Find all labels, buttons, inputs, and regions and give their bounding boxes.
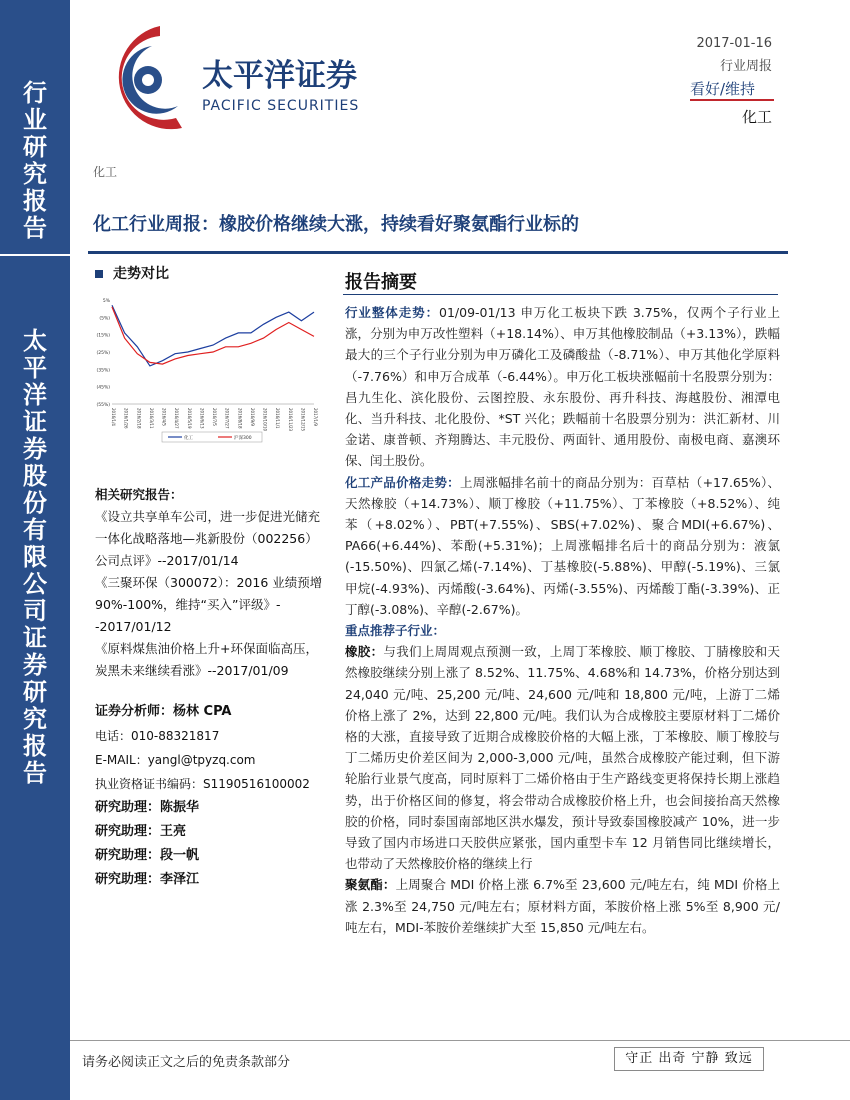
rating-label: 看好/维持: [690, 80, 756, 98]
related-item: 《原料煤焦油价格上升+环保面临高压，炭黑未来继续看涨》--2017/01/09: [95, 641, 318, 678]
y-tick-label: (15%): [96, 333, 110, 339]
bullet-square-icon: [95, 270, 103, 278]
email-link[interactable]: yangl@tpyzq.com: [147, 753, 256, 767]
paragraph-rubber: [345, 641, 780, 874]
related-heading: 相关研究报告：: [95, 487, 183, 502]
abstract-divider: [343, 294, 778, 295]
logo-mark-icon: [119, 26, 182, 129]
related-item: 《设立共享单车公司，进一步促进光储充一体化战略落地—兆新股份（002256）公司点评》--2017/01/14: [95, 509, 321, 568]
rating-underline: [690, 99, 774, 101]
footer-disclaimer: 请务必阅读正文之后的免责条款部分: [82, 1055, 291, 1070]
email-label: E-MAIL：: [95, 753, 148, 767]
x-tick-label: 2016/4/27: [174, 408, 180, 429]
report-type: 行业周报: [719, 59, 772, 74]
para-label: 化工产品价格走势：: [345, 474, 460, 490]
company-logo: [90, 18, 380, 138]
related-item: 《三聚环保（300072）：2016 业绩预增 90%-100%，维持“买入”评级》--2017/01/12: [95, 575, 323, 634]
y-tick-label: (45%): [96, 385, 110, 391]
para-label: 行业整体走势：: [345, 305, 440, 320]
assistant-label: 研究助理：: [95, 824, 161, 839]
report-title: 化工行业周报：橡胶价格继续大涨，持续看好聚氨酯行业标的: [93, 214, 579, 235]
related-reports: [95, 484, 330, 682]
x-tick-label: 2016/11/23: [287, 408, 293, 432]
paragraph-prices: [345, 472, 780, 620]
legend-label: 沪深300: [234, 436, 252, 441]
trend-chart: [92, 292, 322, 452]
x-tick-label: 2016/7/27: [224, 408, 230, 429]
para-label: 重点推荐子行业：: [345, 623, 446, 639]
y-tick-label: (5%): [99, 316, 110, 322]
x-tick-label: 2016/6/13: [199, 408, 205, 429]
logo-cn-text: 太平洋证券: [202, 58, 357, 94]
sidebar-report-category: 行 业 研 究 报 告: [23, 79, 47, 242]
analyst-info: [95, 700, 335, 892]
phone-label: 电话：: [95, 729, 132, 743]
assistant-label: 研究助理：: [95, 848, 161, 863]
trend-heading-text: 走势对比: [113, 266, 169, 282]
phone-row: [95, 724, 335, 748]
x-tick-label: 2016/10/10: [262, 408, 268, 432]
para-label: 聚氨酯：: [345, 877, 396, 893]
para-label: 橡胶：: [345, 644, 384, 660]
paragraph-industry: [345, 302, 780, 472]
analyst-label: 证券分析师：: [95, 704, 174, 719]
abstract-title: 报告摘要: [345, 272, 417, 293]
assistant-row: [95, 868, 335, 892]
x-tick-label: 2016/2/18: [136, 408, 142, 429]
x-tick-label: 2016/1/4: [111, 408, 116, 426]
y-tick-label: (55%): [96, 403, 110, 408]
logo-en-text: PACIFIC SECURITIES: [202, 98, 360, 114]
paragraph-recommend: [345, 620, 780, 641]
legend-label: 化工: [184, 436, 193, 441]
assistant-name: 陈振华: [160, 800, 200, 815]
cert-value: S1190516100002: [203, 777, 310, 791]
assistant-label: 研究助理：: [95, 800, 161, 815]
assistant-label: 研究助理：: [95, 872, 161, 887]
x-tick-label: 2016/12/15: [300, 408, 306, 432]
x-tick-label: 2016/8/18: [237, 408, 243, 429]
title-divider: [88, 251, 788, 254]
assistant-name: 王亮: [160, 824, 187, 839]
footer-divider: [70, 1040, 850, 1041]
trend-heading: [95, 263, 169, 283]
assistant-name: 李泽江: [160, 872, 200, 887]
assistant-row: [95, 796, 335, 820]
phone-value: 010-88321817: [131, 729, 220, 743]
sidebar-company-name: 太 平 洋 证 券 股 份 有 限 公 司 证 券 研 究 报 告: [23, 327, 47, 787]
x-tick-label: 2016/4/5: [161, 408, 167, 426]
para-text: 与我们上周周观点预测一致，上周丁苯橡胶、顺丁橡胶、丁腈橡胶和天然橡胶继续分别上涨了 8.52%、11.75%、4.68%和 14.73%，价格分别达到 24,040 元/吨、25,200 元/吨、24,600 元/吨和 18,800 元/吨，上游丁二烯价格上涨了 2%，达到 22,800 元/吨。我们认为合成橡胶主要原材料丁二烯价格的大涨，直接导致了近期合成橡胶价格的大幅上涨，丁苯橡胶、顺丁橡胶与丁二烯历史价差区间为 2,000-3,000 元/吨，虽然合成橡胶产能过剩，但下游轮胎行业景气度高，同时原料丁二烯价格由于生产路线变更将保持长期上涨趋势，出于价格区间的修复，将会带动合成橡胶价格上升，也会间接抬高天然橡胶的价格，同时泰国南部地区洪水爆发，预计导致泰国橡胶减产 10%，进一步导致了国内市场进口天胶供应紧张，国内重型卡车 12 月销售同比继续增长，也带动了天然橡胶价格的继续上行: [345, 644, 780, 872]
x-tick-label: 2016/1/26: [123, 408, 129, 429]
sector-small-label: 化工: [93, 165, 118, 179]
cert-label: 执业资格证书编码：: [95, 777, 204, 791]
footer-motto: 守正 出奇 宁静 致远: [614, 1047, 764, 1071]
cert-row: [95, 772, 335, 796]
analyst-row: [95, 700, 335, 724]
y-tick-label: 5%: [102, 299, 110, 304]
y-tick-label: (35%): [96, 368, 110, 374]
x-tick-label: 2016/11/1: [275, 408, 281, 429]
assistant-row: [95, 844, 335, 868]
x-tick-label: 2016/3/11: [148, 408, 154, 429]
para-text: 上周涨幅排名前十的商品分别为：百草枯（+17.65%）、天然橡胶（+14.73%）、顺丁橡胶（+11.75%）、丁苯橡胶（+8.52%）、纯苯（+8.02%）、PBT(+7.55%)、SBS(+7.02%)、聚合MDI(+6.67%)、PA66(+6.44%)、苯酚(+5.31%)；上周涨幅排名后十的商品分别为：液氯(-15.50%)、四氯乙烯(-7.14%)、丁基橡胶(-5.88%)、甲醇(-5.19%)、三氯甲烷(-4.93%)、丙烯酸(-3.64%)、丙烯(-3.55%)、丙烯酸丁酯(-3.39%)、正丁醇(-3.08%)、辛醇(-2.67%)。: [345, 474, 780, 617]
x-tick-label: 2016/9/9: [249, 408, 255, 426]
assistant-row: [95, 820, 335, 844]
para-text: 上周聚合 MDI 价格上涨 6.7%至 23,600 元/吨左右，纯 MDI 价格上涨 2.3%至 24,750 元/吨左右；原材料方面，苯胺价格上涨 5%至 8,900 元/吨左右，MDI-苯胺价差继续扩大至 15,850 元/吨左右。: [345, 877, 780, 935]
para-text: 01/09-01/13 申万化工板块下跌 3.75%，仅两个子行业上涨，分别为申万改性塑料（+18.14%）、申万其他橡胶制品（+3.13%），跌幅最大的三个子行业分别为申万磷化工及磷酸盐（-8.71%）、申万其他化学原料（-7.76%）和申万合成革（-6.44%）。申万化工板块涨幅前十名股票分别为：昌九生化、滨化股份、云图控股、永东股份、再升科技、海越股份、湘潭电化、当升科技、北化股份、*ST 兴化；跌幅前十名股票分别为：洪汇新材、川金诺、康普顿、齐翔腾达、丰元股份、两面针、通用股份、南极电商、嘉澳环保、闰土股份。: [345, 305, 780, 469]
y-tick-label: (25%): [96, 351, 110, 356]
email-row: [95, 748, 335, 772]
assistant-name: 段一帆: [160, 848, 200, 863]
series-line-csi300: [112, 307, 314, 364]
x-tick-label: 2016/5/19: [186, 408, 192, 429]
x-tick-label: 2016/7/5: [212, 408, 217, 426]
paragraph-pu: [345, 874, 780, 938]
x-tick-label: 2017/1/9: [313, 408, 318, 426]
abstract-body: [345, 302, 780, 938]
header-meta: [696, 36, 772, 78]
sector-label: 化工: [741, 108, 772, 126]
analyst-name: 杨林 CPA: [173, 704, 232, 719]
report-date: 2017-01-16: [696, 36, 772, 51]
